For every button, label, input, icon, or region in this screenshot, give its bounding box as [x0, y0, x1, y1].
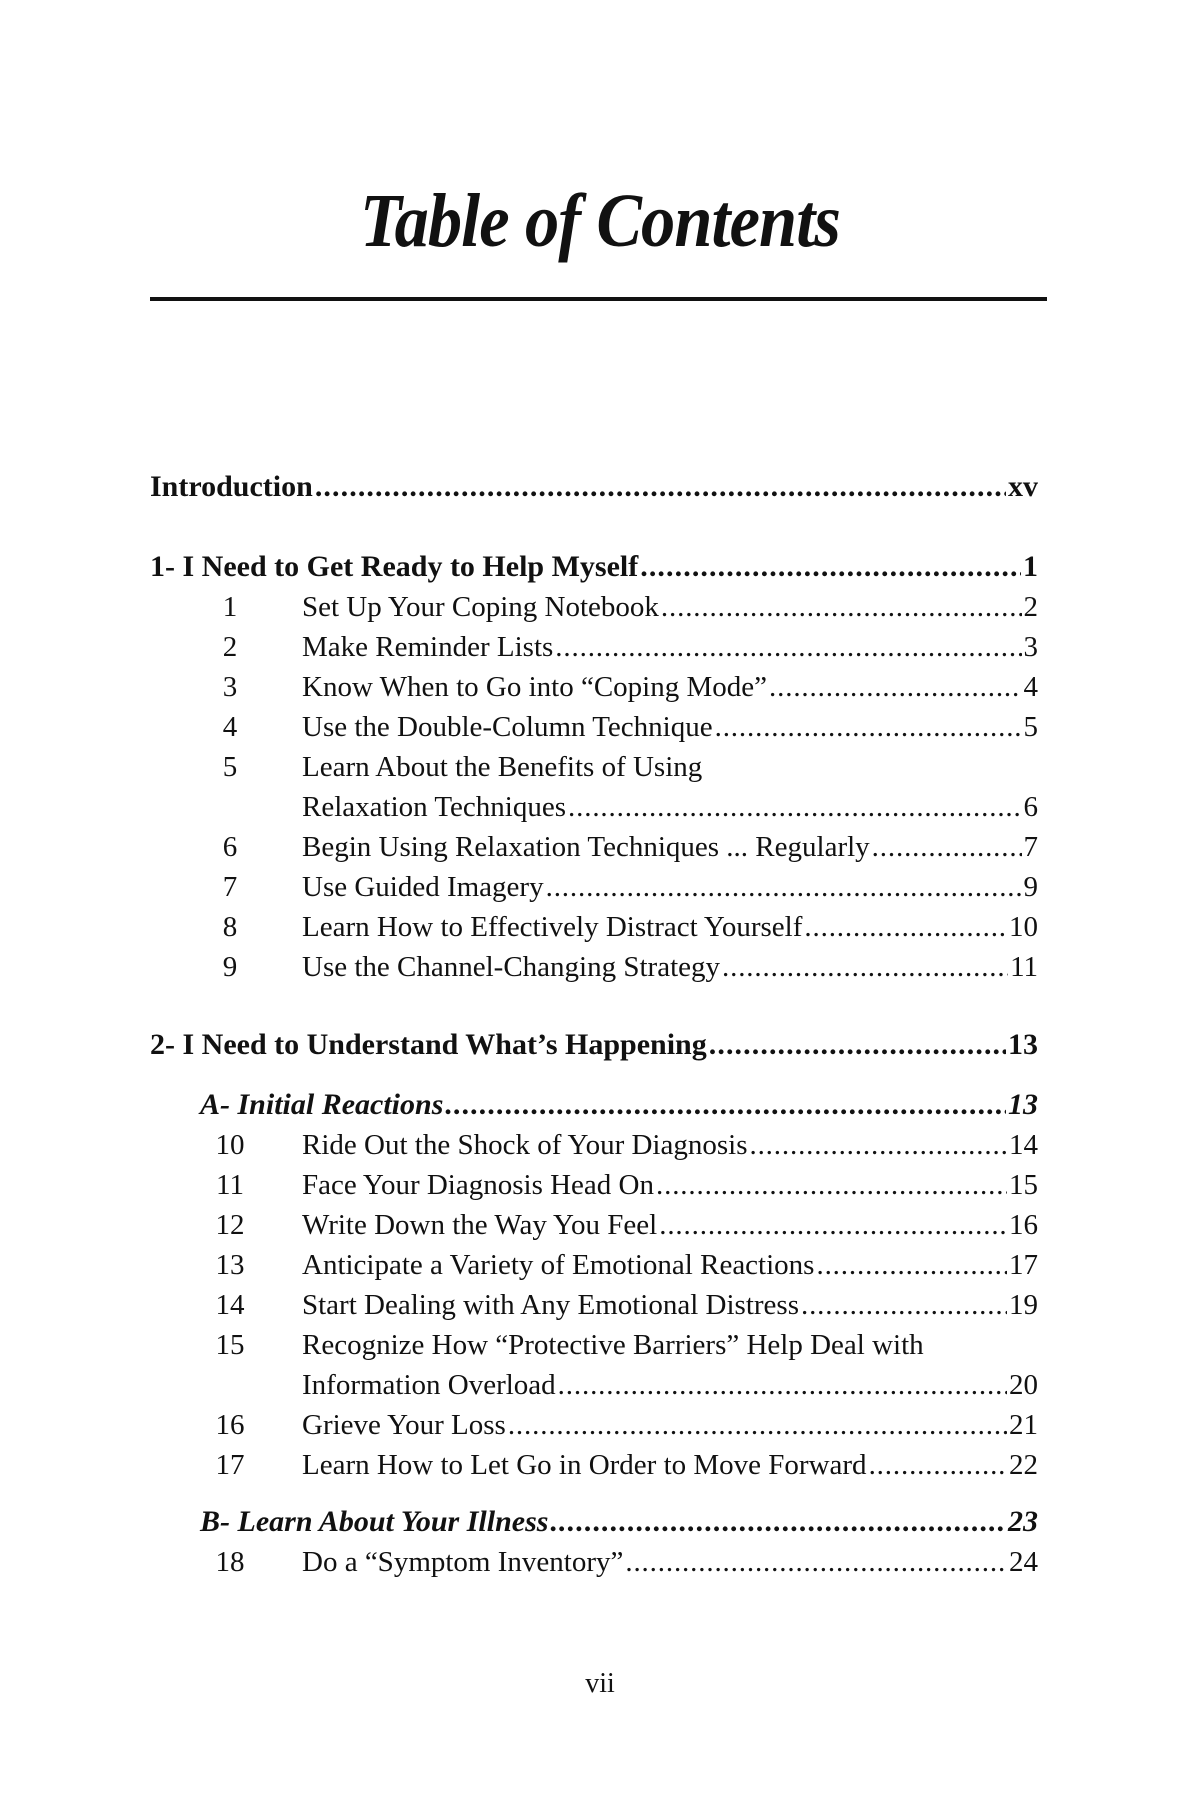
- item-page: 11: [1010, 951, 1038, 983]
- section-page: 13: [1008, 1088, 1038, 1121]
- item-label: Learn About the Benefits of Using: [302, 751, 703, 783]
- item-number: 1: [222, 591, 238, 623]
- item-number: 3: [222, 671, 238, 703]
- section-page: 23: [1008, 1505, 1038, 1538]
- item-number: 11: [216, 1169, 244, 1201]
- entry-page: xv: [1008, 470, 1038, 503]
- dot-leader: [568, 787, 1021, 827]
- toc-item-13[interactable]: [150, 1245, 1038, 1285]
- dot-leader: [445, 1085, 1006, 1125]
- page-title: Table of Contents: [359, 179, 841, 263]
- dot-leader: [625, 1542, 1007, 1582]
- chapter-label: 1- I Need to Get Ready to Help Myself: [150, 550, 639, 583]
- toc-section-b[interactable]: [150, 1502, 1038, 1542]
- toc-item-14[interactable]: [150, 1285, 1038, 1325]
- item-label: Anticipate a Variety of Emotional Reactions: [302, 1249, 815, 1281]
- item-number: 10: [215, 1129, 245, 1161]
- item-page: 7: [1023, 831, 1038, 863]
- item-label: Use the Channel-Changing Strategy: [302, 951, 720, 983]
- dot-leader: [550, 1502, 1006, 1542]
- item-number: 5: [222, 751, 238, 783]
- item-page: 24: [1009, 1546, 1038, 1578]
- chapter-page: 1: [1023, 550, 1038, 583]
- toc-item-3[interactable]: [150, 667, 1038, 707]
- item-page: 17: [1009, 1249, 1038, 1281]
- item-label: Learn How to Effectively Distract Yourself: [302, 911, 803, 943]
- dot-leader: [659, 1205, 1007, 1245]
- item-page: 3: [1023, 631, 1038, 663]
- item-page: 14: [1009, 1129, 1038, 1161]
- dot-leader: [869, 1445, 1007, 1485]
- item-number: 8: [222, 911, 238, 943]
- item-label: Recognize How “Protective Barriers” Help Deal with: [302, 1329, 924, 1361]
- toc-item-1[interactable]: [150, 587, 1038, 627]
- dot-leader: [558, 1365, 1007, 1405]
- item-page: 9: [1023, 871, 1038, 903]
- item-label: Set Up Your Coping Notebook: [302, 591, 659, 623]
- dot-leader: [661, 587, 1022, 627]
- item-number: 14: [215, 1289, 245, 1321]
- dot-leader: [715, 707, 1022, 747]
- toc-item-12[interactable]: [150, 1205, 1038, 1245]
- toc-item-5-continued[interactable]: [150, 787, 1038, 827]
- dot-leader: [555, 627, 1021, 667]
- chapter-label: 2- I Need to Understand What’s Happening: [150, 1028, 707, 1061]
- page-number: vii: [585, 1668, 615, 1699]
- dot-leader: [769, 667, 1021, 707]
- toc-item-10[interactable]: [150, 1125, 1038, 1165]
- toc-entry-introduction[interactable]: [150, 467, 1038, 507]
- item-page: 15: [1009, 1169, 1038, 1201]
- dot-leader: [816, 1245, 1007, 1285]
- item-label: Use Guided Imagery: [302, 871, 544, 903]
- dot-leader: [709, 1025, 1006, 1065]
- dot-leader: [722, 947, 1008, 987]
- item-page: 22: [1009, 1449, 1038, 1481]
- item-label-continued: Information Overload: [302, 1369, 556, 1401]
- item-number: 7: [222, 871, 238, 903]
- toc-item-15[interactable]: [150, 1325, 1038, 1365]
- entry-label: Introduction: [150, 470, 313, 503]
- toc-item-16[interactable]: [150, 1405, 1038, 1445]
- dot-leader: [640, 547, 1021, 587]
- dot-leader: [801, 1285, 1007, 1325]
- dot-leader: [656, 1165, 1007, 1205]
- dot-leader: [749, 1125, 1007, 1165]
- toc-item-15-continued[interactable]: [150, 1365, 1038, 1405]
- item-page: 6: [1023, 791, 1038, 823]
- item-number: 18: [215, 1546, 245, 1578]
- item-page: 16: [1009, 1209, 1038, 1241]
- section-label: B- Learn About Your Illness: [200, 1505, 549, 1538]
- item-label: Learn How to Let Go in Order to Move Forward: [302, 1449, 867, 1481]
- item-number: 9: [222, 951, 238, 983]
- item-label: Start Dealing with Any Emotional Distress: [302, 1289, 799, 1321]
- item-label: Make Reminder Lists: [302, 631, 554, 663]
- item-page: 21: [1009, 1409, 1038, 1441]
- item-label-continued: Relaxation Techniques: [302, 791, 567, 823]
- item-page: 5: [1023, 711, 1038, 743]
- item-label: Begin Using Relaxation Techniques ... Regularly: [302, 831, 870, 863]
- toc-item-6[interactable]: [150, 827, 1038, 867]
- item-page: 10: [1009, 911, 1038, 943]
- toc-item-7[interactable]: [150, 867, 1038, 907]
- toc-item-8[interactable]: [150, 907, 1038, 947]
- toc-item-11[interactable]: [150, 1165, 1038, 1205]
- toc-item-9[interactable]: [150, 947, 1038, 987]
- item-label: Grieve Your Loss: [302, 1409, 506, 1441]
- dot-leader: [508, 1405, 1007, 1445]
- toc-chapter-2[interactable]: [150, 1025, 1038, 1065]
- section-label: A- Initial Reactions: [200, 1088, 444, 1121]
- toc-chapter-1[interactable]: [150, 547, 1038, 587]
- chapter-page: 13: [1008, 1028, 1038, 1061]
- item-number: 12: [215, 1209, 245, 1241]
- item-number: 16: [215, 1409, 245, 1441]
- item-number: 2: [222, 631, 238, 663]
- item-label: Know When to Go into “Coping Mode”: [302, 671, 768, 703]
- item-page: 2: [1023, 591, 1038, 623]
- item-label: Write Down the Way You Feel: [302, 1209, 658, 1241]
- item-label: Ride Out the Shock of Your Diagnosis: [302, 1129, 748, 1161]
- item-page: 19: [1009, 1289, 1038, 1321]
- item-label: Face Your Diagnosis Head On: [302, 1169, 654, 1201]
- dot-leader: [804, 907, 1007, 947]
- item-page: 20: [1009, 1369, 1038, 1401]
- item-number: 6: [222, 831, 238, 863]
- dot-leader: [315, 467, 1006, 507]
- item-number: 4: [222, 711, 238, 743]
- toc-item-4[interactable]: [150, 707, 1038, 747]
- toc-item-5[interactable]: [150, 747, 1038, 787]
- dot-leader: [546, 867, 1022, 907]
- toc-item-2[interactable]: [150, 627, 1038, 667]
- item-page: 4: [1023, 671, 1038, 703]
- toc-section-a[interactable]: [150, 1085, 1038, 1125]
- dot-leader: [872, 827, 1022, 867]
- item-label: Use the Double-Column Technique: [302, 711, 713, 743]
- toc-item-17[interactable]: [150, 1445, 1038, 1485]
- item-label: Do a “Symptom Inventory”: [302, 1546, 624, 1578]
- item-number: 15: [215, 1329, 245, 1361]
- item-number: 13: [215, 1249, 245, 1281]
- toc-item-18[interactable]: [150, 1542, 1038, 1582]
- item-number: 17: [215, 1449, 245, 1481]
- title-rule: [150, 297, 1047, 301]
